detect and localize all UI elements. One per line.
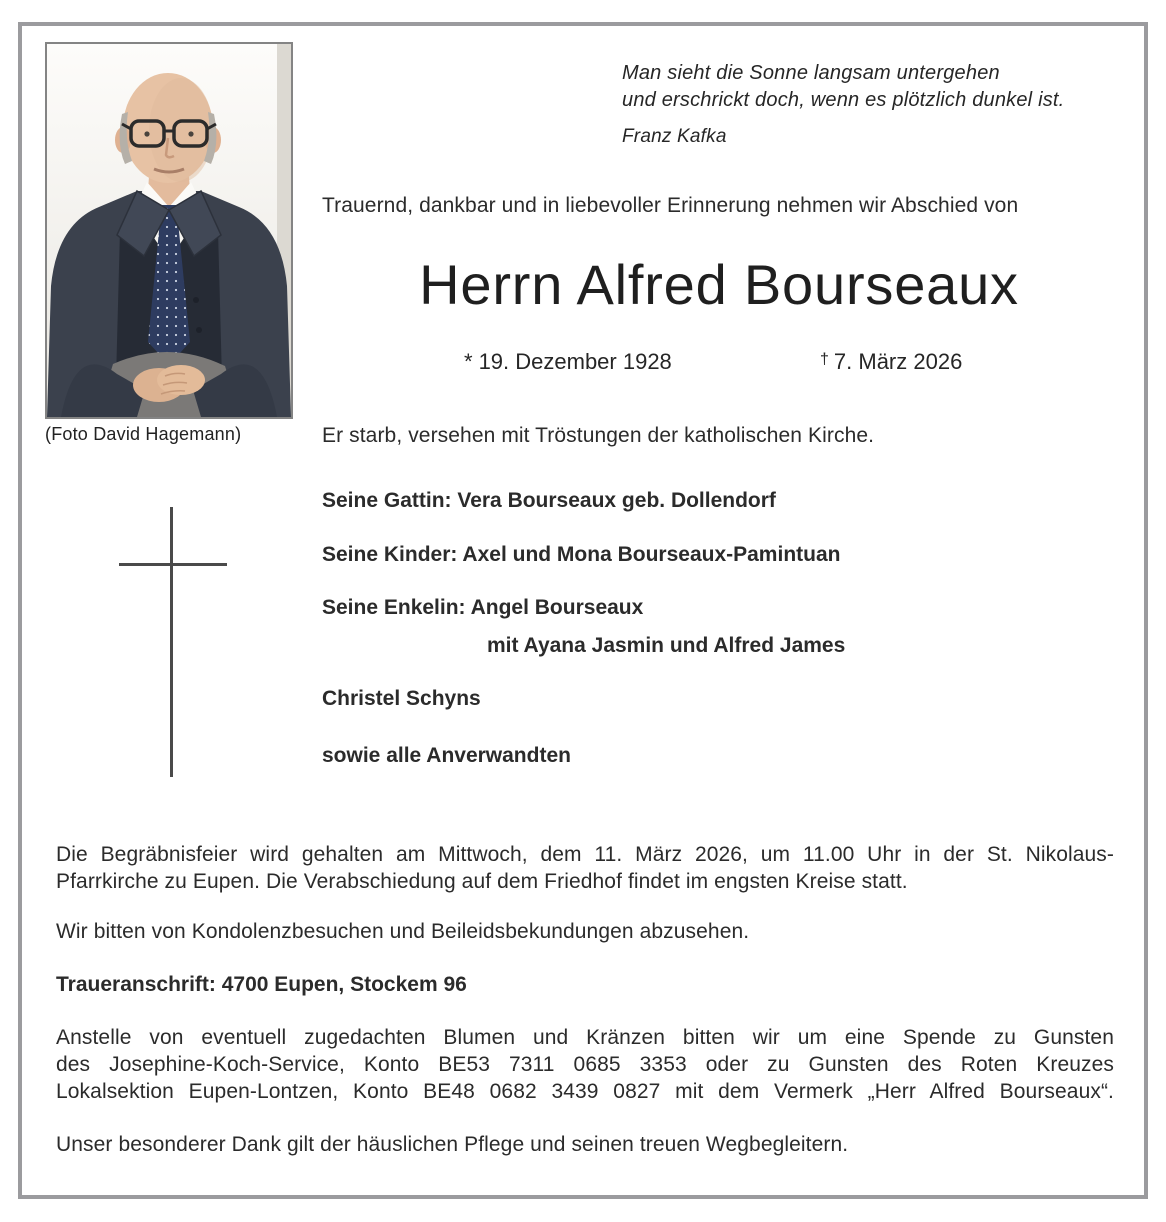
donations-line-3: Lokalsektion Eupen-Lontzen, Konto BE48 0682 3439 0827 mit dem Vermerk „Herr Alfred Bourseaux“.: [56, 1080, 1114, 1103]
funeral-line-2: Pfarrkirche zu Eupen. Die Verabschiedung auf dem Friedhof findet im engsten Kreise statt.: [56, 870, 908, 893]
death-date: [820, 349, 962, 375]
family-children: Seine Kinder: Axel und Mona Bourseaux-Pamintuan: [322, 543, 841, 566]
funeral-paragraph: [56, 841, 1114, 895]
family-great-grandchildren: mit Ayana Jasmin und Alfred James: [487, 634, 846, 657]
birth-date: [464, 349, 672, 375]
family-other: Christel Schyns: [322, 687, 481, 710]
birth-date-text: 19. Dezember 1928: [478, 349, 672, 374]
quote-line-2: und erschrickt doch, wenn es plötzlich dunkel ist.: [622, 89, 1065, 111]
family-relatives: sowie alle Anverwandten: [322, 744, 571, 767]
quote-attribution: Franz Kafka: [622, 126, 727, 147]
donations-line-1: Anstelle von eventuell zugedachten Blumen und Kränzen bitten wir um eine Spende zu Gunsten: [56, 1026, 1114, 1049]
death-dagger-symbol: †: [820, 351, 829, 368]
quote-line-1: Man sieht die Sonne langsam untergehen: [622, 62, 1000, 84]
cross-icon: [170, 507, 173, 777]
portrait-photo: [45, 42, 293, 419]
thanks-paragraph: Unser besonderer Dank gilt der häuslichen Pflege und seinen treuen Wegbegleitern.: [56, 1133, 849, 1156]
funeral-line-1: Die Begräbnisfeier wird gehalten am Mittwoch, dem 11. März 2026, um 11.00 Uhr in der St. Nikolaus-: [56, 843, 1114, 866]
family-granddaughter: Seine Enkelin: Angel Bourseaux: [322, 596, 644, 619]
birth-star-symbol: *: [464, 349, 473, 374]
cross-icon-bar: [119, 563, 227, 566]
donations-paragraph: [56, 1024, 1114, 1105]
intro-line: Trauernd, dankbar und in liebevoller Erinnerung nehmen wir Abschied von: [322, 194, 1019, 217]
family-wife: Seine Gattin: Vera Bourseaux geb. Dollendorf: [322, 489, 776, 512]
donations-line-2: des Josephine-Koch-Service, Konto BE53 7311 0685 3353 oder zu Gunsten des Roten Kreuzes: [56, 1053, 1114, 1076]
deceased-name: Herrn Alfred Bourseaux: [419, 253, 1019, 316]
portrait-illustration: [47, 44, 291, 417]
church-line: Er starb, versehen mit Tröstungen der katholischen Kirche.: [322, 424, 875, 447]
condolences-paragraph: Wir bitten von Kondolenzbesuchen und Beileidsbekundungen abzusehen.: [56, 920, 750, 943]
quote-block: [622, 60, 1064, 150]
photo-credit: (Foto David Hagemann): [45, 424, 242, 444]
death-date-text: 7. März 2026: [833, 349, 963, 374]
mourning-address: Traueranschrift: 4700 Eupen, Stockem 96: [56, 973, 467, 996]
